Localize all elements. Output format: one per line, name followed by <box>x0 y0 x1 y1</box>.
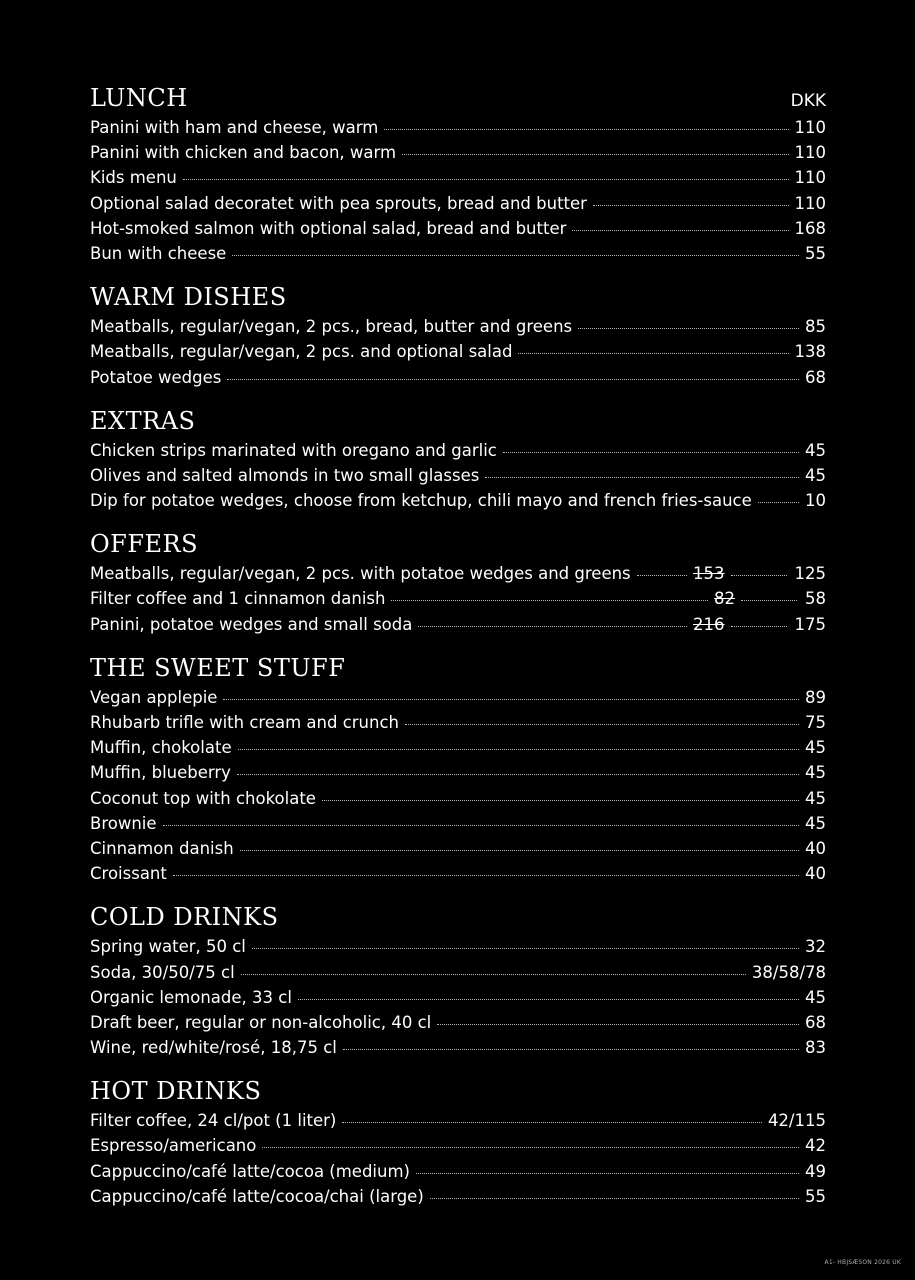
menu-item <box>90 168 826 193</box>
item-name: Muffin, chokolate <box>90 738 232 758</box>
item-name: Brownie <box>90 813 157 833</box>
item-name: Draft beer, regular or non-alcoholic, 40 cl <box>90 1012 432 1032</box>
section-title: OFFERS <box>90 530 199 559</box>
menu-section <box>90 407 826 517</box>
menu-item <box>90 342 826 367</box>
dot-leader <box>384 129 788 130</box>
dot-leader <box>741 600 797 601</box>
item-price: 45 <box>805 738 826 758</box>
menu-item <box>90 864 826 889</box>
dot-leader <box>241 974 746 975</box>
menu-item <box>90 1111 826 1136</box>
menu-item <box>90 466 826 491</box>
section-header <box>90 1077 826 1111</box>
section-header <box>90 84 826 118</box>
menu-item <box>90 789 826 814</box>
item-name: Panini with ham and cheese, warm <box>90 118 379 137</box>
item-price: 10 <box>805 491 826 511</box>
section-header <box>90 283 826 317</box>
item-price: 45 <box>805 763 826 783</box>
dot-leader <box>238 749 799 750</box>
item-price: 45 <box>805 440 826 460</box>
old-price: 153 <box>693 564 725 584</box>
menu-item <box>90 839 826 864</box>
item-price: 55 <box>805 1186 826 1206</box>
menu-item <box>90 194 826 219</box>
menu-item <box>90 368 826 393</box>
dot-leader <box>237 774 799 775</box>
menu-section <box>90 530 826 640</box>
dot-leader <box>232 255 799 256</box>
dot-leader <box>578 328 799 329</box>
item-price: 110 <box>794 193 826 213</box>
item-name: Spring water, 50 cl <box>90 937 246 957</box>
item-name: Espresso/americano <box>90 1136 257 1156</box>
dot-leader <box>343 1049 799 1050</box>
item-price: 110 <box>794 168 826 188</box>
item-price: 83 <box>805 1038 826 1058</box>
menu-item <box>90 1013 826 1038</box>
item-name: Kids menu <box>90 168 177 188</box>
menu-item <box>90 491 826 516</box>
item-name: Bun with cheese <box>90 243 227 263</box>
currency-label: DKK <box>790 91 826 111</box>
item-name: Panini with chicken and bacon, warm <box>90 143 397 163</box>
dot-leader <box>391 600 708 601</box>
item-name: Panini, potatoe wedges and small soda <box>90 614 413 634</box>
item-name: Optional salad decoratet with pea sprouts, bread and butter <box>90 193 587 213</box>
menu-item <box>90 219 826 244</box>
item-price: 125 <box>794 564 826 584</box>
item-price: 68 <box>805 1012 826 1032</box>
dot-leader <box>405 724 799 725</box>
item-price: 55 <box>805 243 826 263</box>
item-price: 68 <box>805 367 826 387</box>
item-price: 45 <box>805 788 826 808</box>
section-title: COLD DRINKS <box>90 903 279 932</box>
menu-item <box>90 688 826 713</box>
item-name: Potatoe wedges <box>90 367 222 387</box>
item-price: 42 <box>805 1136 826 1156</box>
item-price: 45 <box>805 813 826 833</box>
menu-section <box>90 84 826 269</box>
dot-leader <box>572 230 788 231</box>
menu-item <box>90 1038 826 1063</box>
item-name: Muffin, blueberry <box>90 763 231 783</box>
item-name: Filter coffee, 24 cl/pot (1 liter) <box>90 1111 337 1131</box>
menu-item <box>90 713 826 738</box>
menu-section <box>90 654 826 890</box>
item-price: 49 <box>805 1161 826 1181</box>
item-name: Filter coffee and 1 cinnamon danish <box>90 589 386 609</box>
item-name: Meatballs, regular/vegan, 2 pcs. and optional salad <box>90 342 513 362</box>
dot-leader <box>342 1122 762 1123</box>
old-price: 216 <box>693 614 725 634</box>
menu-item <box>90 814 826 839</box>
item-price: 58 <box>805 589 826 609</box>
dot-leader <box>173 875 799 876</box>
item-name: Cappuccino/café latte/cocoa/chai (large) <box>90 1186 424 1206</box>
item-name: Soda, 30/50/75 cl <box>90 962 235 982</box>
dot-leader <box>637 575 687 576</box>
dot-leader <box>240 850 799 851</box>
old-price: 82 <box>714 589 735 609</box>
menu-item <box>90 118 826 143</box>
dot-leader <box>322 800 799 801</box>
section-title: LUNCH <box>90 84 188 112</box>
dot-leader <box>262 1147 799 1148</box>
section-title: WARM DISHES <box>90 283 287 312</box>
menu-item <box>90 937 826 962</box>
section-title: HOT DRINKS <box>90 1077 262 1106</box>
section-header <box>90 654 826 688</box>
dot-leader <box>416 1173 799 1174</box>
menu-item <box>90 988 826 1013</box>
item-name: Coconut top with chokolate <box>90 788 316 808</box>
item-price: 45 <box>805 987 826 1007</box>
menu-item <box>90 244 826 269</box>
menu-item <box>90 441 826 466</box>
menu-item <box>90 589 826 614</box>
menu-section <box>90 283 826 393</box>
dot-leader <box>593 205 789 206</box>
section-header <box>90 530 826 564</box>
dot-leader <box>298 999 799 1000</box>
section-title: EXTRAS <box>90 406 196 435</box>
item-price: 110 <box>794 118 826 137</box>
dot-leader <box>418 626 687 627</box>
dot-leader <box>183 179 789 180</box>
menu-item <box>90 763 826 788</box>
item-name: Meatballs, regular/vegan, 2 pcs., bread, butter and greens <box>90 317 573 337</box>
menu-item <box>90 963 826 988</box>
item-price: 45 <box>805 465 826 485</box>
dot-leader <box>503 452 799 453</box>
dot-leader <box>758 502 799 503</box>
item-name: Croissant <box>90 864 167 884</box>
menu-section <box>90 903 826 1063</box>
dot-leader <box>402 154 788 155</box>
item-price: 85 <box>805 317 826 337</box>
menu-item <box>90 564 826 589</box>
menu-item <box>90 317 826 342</box>
item-name: Chicken strips marinated with oregano and garlic <box>90 440 497 460</box>
dot-leader <box>430 1198 799 1199</box>
item-price: 42/115 <box>767 1111 826 1131</box>
section-header <box>90 903 826 937</box>
item-price: 175 <box>794 614 826 634</box>
item-name: Vegan applepie <box>90 687 218 707</box>
dot-leader <box>227 379 799 380</box>
item-name: Dip for potatoe wedges, choose from ketchup, chili mayo and french fries-sauce <box>90 491 752 511</box>
item-price: 38/58/78 <box>751 962 826 982</box>
item-price: 138 <box>794 342 826 362</box>
menu-section <box>90 1077 826 1212</box>
dot-leader <box>731 575 787 576</box>
item-price: 40 <box>805 838 826 858</box>
menu <box>90 84 826 1226</box>
item-price: 168 <box>794 218 826 238</box>
item-price: 89 <box>805 687 826 707</box>
item-price: 75 <box>805 713 826 732</box>
footer-code: A1- HBJSÆSON 2026 UK <box>824 1259 901 1266</box>
item-name: Cinnamon danish <box>90 838 234 858</box>
section-header <box>90 407 826 441</box>
item-name: Rhubarb trifle with cream and crunch <box>90 713 400 732</box>
item-name: Organic lemonade, 33 cl <box>90 987 292 1007</box>
menu-item <box>90 1187 826 1212</box>
item-name: Meatballs, regular/vegan, 2 pcs. with potatoe wedges and greens <box>90 564 631 584</box>
menu-item <box>90 1162 826 1187</box>
dot-leader <box>518 353 788 354</box>
menu-item <box>90 1136 826 1161</box>
dot-leader <box>437 1024 799 1025</box>
menu-item <box>90 738 826 763</box>
item-name: Wine, red/white/rosé, 18,75 cl <box>90 1038 337 1058</box>
item-price: 40 <box>805 864 826 884</box>
dot-leader <box>223 699 799 700</box>
menu-item <box>90 615 826 640</box>
dot-leader <box>731 626 787 627</box>
dot-leader <box>163 825 799 826</box>
item-name: Olives and salted almonds in two small glasses <box>90 465 480 485</box>
item-name: Cappuccino/café latte/cocoa (medium) <box>90 1161 410 1181</box>
dot-leader <box>485 477 799 478</box>
dot-leader <box>252 948 799 949</box>
section-title: THE SWEET STUFF <box>90 653 346 682</box>
item-price: 110 <box>794 143 826 163</box>
item-price: 32 <box>805 937 826 957</box>
item-name: Hot-smoked salmon with optional salad, bread and butter <box>90 218 567 238</box>
menu-item <box>90 143 826 168</box>
